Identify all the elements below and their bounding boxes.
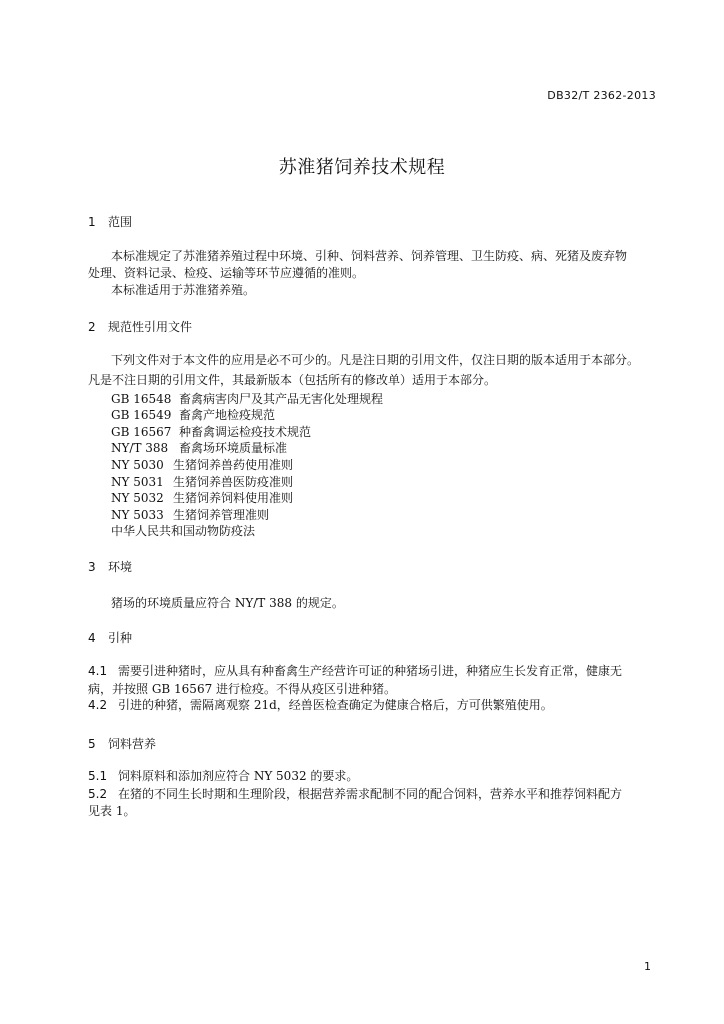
reference-item <box>111 423 311 440</box>
reference-title: 生猪饲养饲料使用准则 <box>173 491 294 505</box>
paragraph-line: 本标准适用于苏淮猪养殖。 <box>111 283 256 297</box>
section-4-heading <box>88 629 132 646</box>
reference-code: NY 5031 <box>111 475 164 489</box>
section-3-heading <box>88 558 132 575</box>
reference-title: 畜禽病害肉尸及其产品无害化处理规程 <box>179 392 384 406</box>
reference-code: GB 16549 <box>111 408 172 422</box>
section-title: 环境 <box>108 560 133 574</box>
reference-item <box>111 406 275 423</box>
section-title: 范围 <box>108 215 133 229</box>
reference-code: NY 5030 <box>111 458 164 472</box>
clause-continuation: 病，并按照 GB 16567 进行检疫。不得从疫区引进种猪。 <box>88 682 397 696</box>
reference-code: GB 16548 <box>111 392 172 406</box>
clause-text: 需要引进种猪时，应从具有种畜禽生产经营许可证的种猪场引进，种猪应生长发育正常，健康无 <box>118 664 623 678</box>
clause-line <box>88 664 622 678</box>
reference-title: 畜禽场环境质量标准 <box>179 441 288 455</box>
section-title: 规范性引用文件 <box>108 320 193 334</box>
clause-line <box>88 698 553 712</box>
paragraph-line: 凡是不注日期的引用文件，其最新版本（包括所有的修改单）适用于本部分。 <box>88 373 497 387</box>
standard-code: DB32/T 2362-2013 <box>547 89 656 102</box>
reference-title: 种畜禽调运检疫技术规范 <box>179 425 312 439</box>
reference-law: 中华人民共和国动物防疫法 <box>111 524 256 538</box>
page-number: 1 <box>644 960 651 973</box>
clause-number: 5.2 <box>88 787 108 801</box>
reference-title: 生猪饲养兽药使用准则 <box>173 458 294 472</box>
section-2-heading <box>88 318 192 335</box>
clause-text: 在猪的不同生长时期和生理阶段，根据营养需求配制不同的配合饲料，营养水平和推荐饲料配方 <box>118 787 623 801</box>
document-title: 苏淮猪饲养技术规程 <box>278 157 446 178</box>
reference-title: 生猪饲养兽医防疫准则 <box>173 475 294 489</box>
clause-line <box>88 769 358 783</box>
section-title: 饲料营养 <box>108 737 157 751</box>
reference-item <box>111 439 287 456</box>
clause-text: 引进的种猪，需隔离观察 21d，经兽医检查确定为健康合格后，方可供繁殖使用。 <box>118 698 553 712</box>
paragraph-line: 下列文件对于本文件的应用是必不可少的。凡是注日期的引用文件，仅注日期的版本适用于本部分。 <box>111 353 640 367</box>
reference-title: 畜禽产地检疫规范 <box>179 408 276 422</box>
section-5-heading <box>88 735 156 752</box>
reference-item <box>111 506 269 523</box>
section-number: 5 <box>88 737 96 751</box>
clause-continuation: 见表 1。 <box>88 804 136 818</box>
clause-number: 4.2 <box>88 698 108 712</box>
paragraph-line: 猪场的环境质量应符合 NY/T 388 的规定。 <box>111 596 344 610</box>
reference-code: GB 16567 <box>111 425 172 439</box>
reference-code: NY/T 388 <box>111 441 169 455</box>
reference-item <box>111 473 293 490</box>
reference-code: NY 5033 <box>111 508 164 522</box>
clause-text: 饲料原料和添加剂应符合 NY 5032 的要求。 <box>118 769 359 783</box>
section-title: 引种 <box>108 631 133 645</box>
paragraph-line: 本标准规定了苏淮猪养殖过程中环境、引种、饲料营养、饲养管理、卫生防疫、病、死猪及废弃物 <box>111 249 628 263</box>
section-number: 1 <box>88 215 96 229</box>
section-number: 4 <box>88 631 96 645</box>
clause-line <box>88 787 622 801</box>
clause-number: 5.1 <box>88 769 108 783</box>
section-1-heading <box>88 213 132 230</box>
reference-code: NY 5032 <box>111 491 164 505</box>
reference-item <box>111 489 293 506</box>
section-number: 3 <box>88 560 96 574</box>
section-number: 2 <box>88 320 96 334</box>
reference-item <box>111 456 293 473</box>
paragraph-line: 处理、资料记录、检疫、运输等环节应遵循的准则。 <box>88 266 365 280</box>
reference-title: 生猪饲养管理准则 <box>173 508 270 522</box>
clause-number: 4.1 <box>88 664 108 678</box>
reference-item <box>111 390 383 407</box>
